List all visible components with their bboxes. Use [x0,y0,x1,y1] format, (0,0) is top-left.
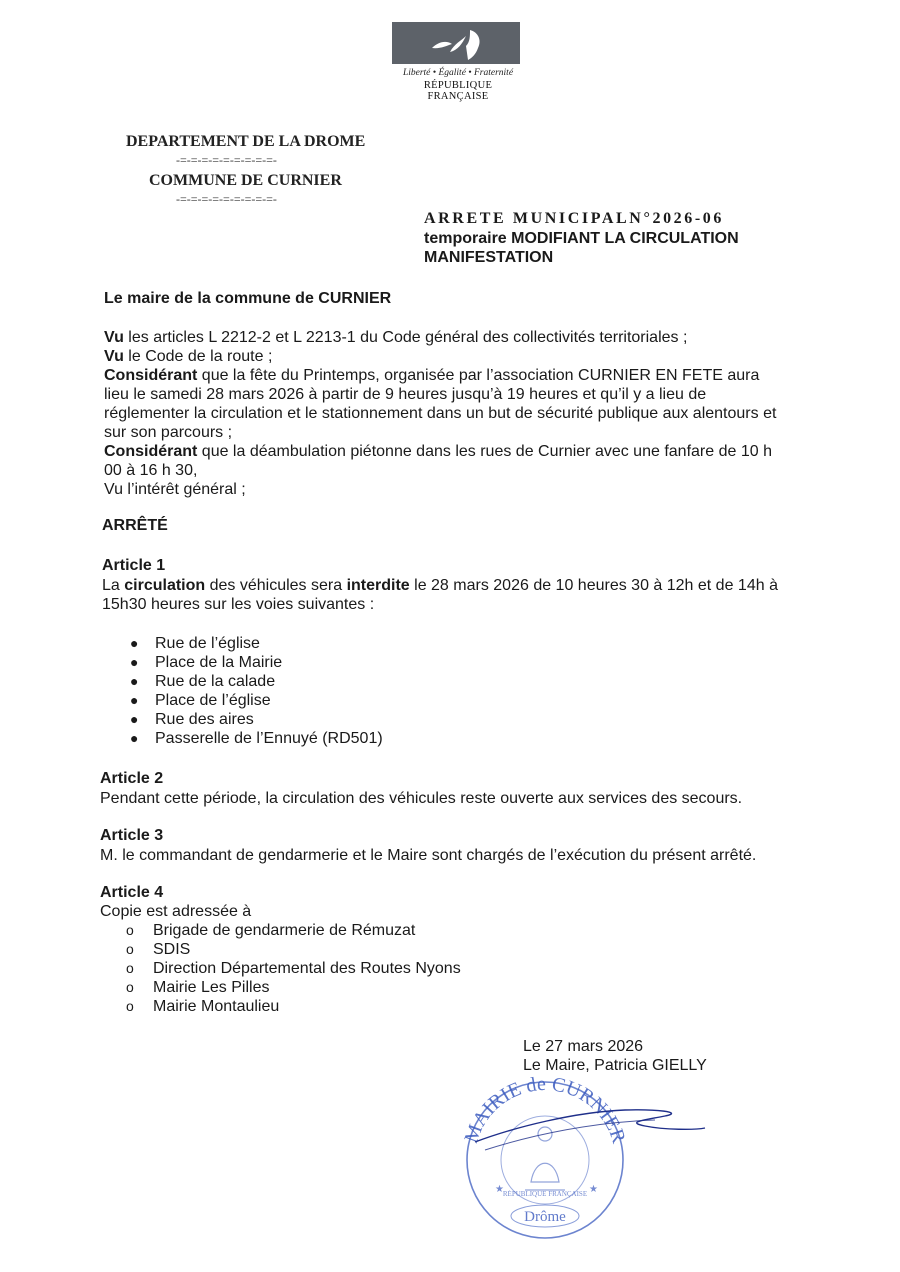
signature-date: Le 27 mars 2026 [523,1038,644,1055]
list-item: ● Place de l’église [130,692,271,709]
article-3-text: M. le commandant de gendarmerie et le Maire sont chargés de l’exécution du présent arrêté. [100,847,757,864]
list-item: o SDIS [126,941,191,958]
arrete-heading: ARRÊTÉ [102,517,168,534]
republic-name: RÉPUBLIQUE FRANÇAISE [423,80,493,102]
article-2-text: Pendant cette période, la circulation des véhicules reste ouverte aux services des secours. [100,790,743,807]
circle-bullet-icon: o [126,960,134,976]
article-4-heading: Article 4 [100,884,164,901]
stamp-bottom-text: Drôme [524,1209,566,1225]
marianne-logo-icon [392,22,520,64]
republic-logo [392,22,524,102]
preamble-considerant-1: Considérant que la fête du Printemps, organisée par l’association CURNIER EN FETE aura [104,367,760,384]
recipient-list [126,921,461,1016]
preamble-vu-2: Vu le Code de la route ; [104,348,273,365]
circle-bullet-icon: o [126,979,134,995]
list-item: ● Rue de l’église [130,635,260,652]
article-2-heading: Article 2 [100,770,164,787]
circle-bullet-icon: o [126,941,134,957]
separator-1: -=-=-=-=-=-=-=-=-=- [176,153,277,167]
list-item: ● Rue de la calade [130,673,276,690]
arrete-subtitle-1: temporaire MODIFIANT LA CIRCULATION [424,230,739,247]
preamble-considerant-1-line-2: lieu le samedi 28 mars 2026 à partir de 9 heures jusqu’à 19 heures et qu’il y a lieu de [104,386,707,403]
preamble-vu-3: Vu l’intérêt général ; [104,481,246,498]
preamble-considerant-2-line-2: 00 à 16 h 30, [104,462,198,479]
arrete-subtitle-2: MANIFESTATION [424,249,554,266]
separator-2: -=-=-=-=-=-=-=-=-=- [176,192,277,206]
list-item: ● Rue des aires [130,711,254,728]
mayor-heading: Le maire de la commune de CURNIER [104,290,392,307]
department-name: DEPARTEMENT DE LA DROME [126,133,366,150]
circle-bullet-icon: o [126,922,134,938]
list-item: ● Place de la Mairie [130,654,283,671]
marianne-seal-icon [525,1127,565,1190]
list-item: o Mairie Les Pilles [126,979,270,996]
preamble [104,328,776,499]
article-1-line-2: 15h30 heures sur les voies suivantes : [102,596,375,613]
republic-motto: Liberté • Égalité • Fraternité [402,68,514,78]
bullet-icon: ● [130,654,139,670]
article-1-heading: Article 1 [102,557,166,574]
article-4-intro: Copie est adressée à [100,903,252,920]
street-list [130,634,383,748]
preamble-considerant-1-line-3: réglementer la circulation et le stationnement dans un but de sécurité publique aux alentours et [104,405,777,422]
star-icon: ★ [495,1184,504,1195]
bullet-icon: ● [130,730,139,746]
bullet-icon: ● [130,692,139,708]
commune-name: COMMUNE DE CURNIER [149,172,342,189]
bullet-icon: ● [130,635,139,651]
stamp-inner-text: RÉPUBLIQUE FRANÇAISE [502,1190,588,1198]
stamp-ring-text: MAIRIE de CURNIER [460,1072,630,1146]
preamble-considerant-2: Considérant que la déambulation piétonne dans les rues de Curnier avec une fanfare de 10 h [104,443,772,460]
article-3-heading: Article 3 [100,827,164,844]
signature-signer: Le Maire, Patricia GIELLY [523,1057,707,1074]
preamble-vu-1: Vu les articles L 2212-2 et L 2213-1 du Code général des collectivités territoriales ; [104,329,688,346]
mairie-stamp [455,1072,715,1242]
bullet-icon: ● [130,711,139,727]
article-1-line-1: La circulation des véhicules sera interdite le 28 mars 2026 de 10 heures 30 à 12h et de 14h à [102,577,778,594]
bullet-icon: ● [130,673,139,689]
circle-bullet-icon: o [126,998,134,1014]
list-item: o Mairie Montaulieu [126,998,280,1015]
list-item: o Brigade de gendarmerie de Rémuzat [126,922,416,939]
list-item: ● Passerelle de l’Ennuyé (RD501) [130,730,383,747]
list-item: o Direction Départemental des Routes Nyons [126,960,461,977]
preamble-considerant-1-line-4: sur son parcours ; [104,424,233,441]
arrete-title: ARRETE MUNICIPALN°2026-06 [424,210,724,227]
star-icon: ★ [589,1184,598,1195]
